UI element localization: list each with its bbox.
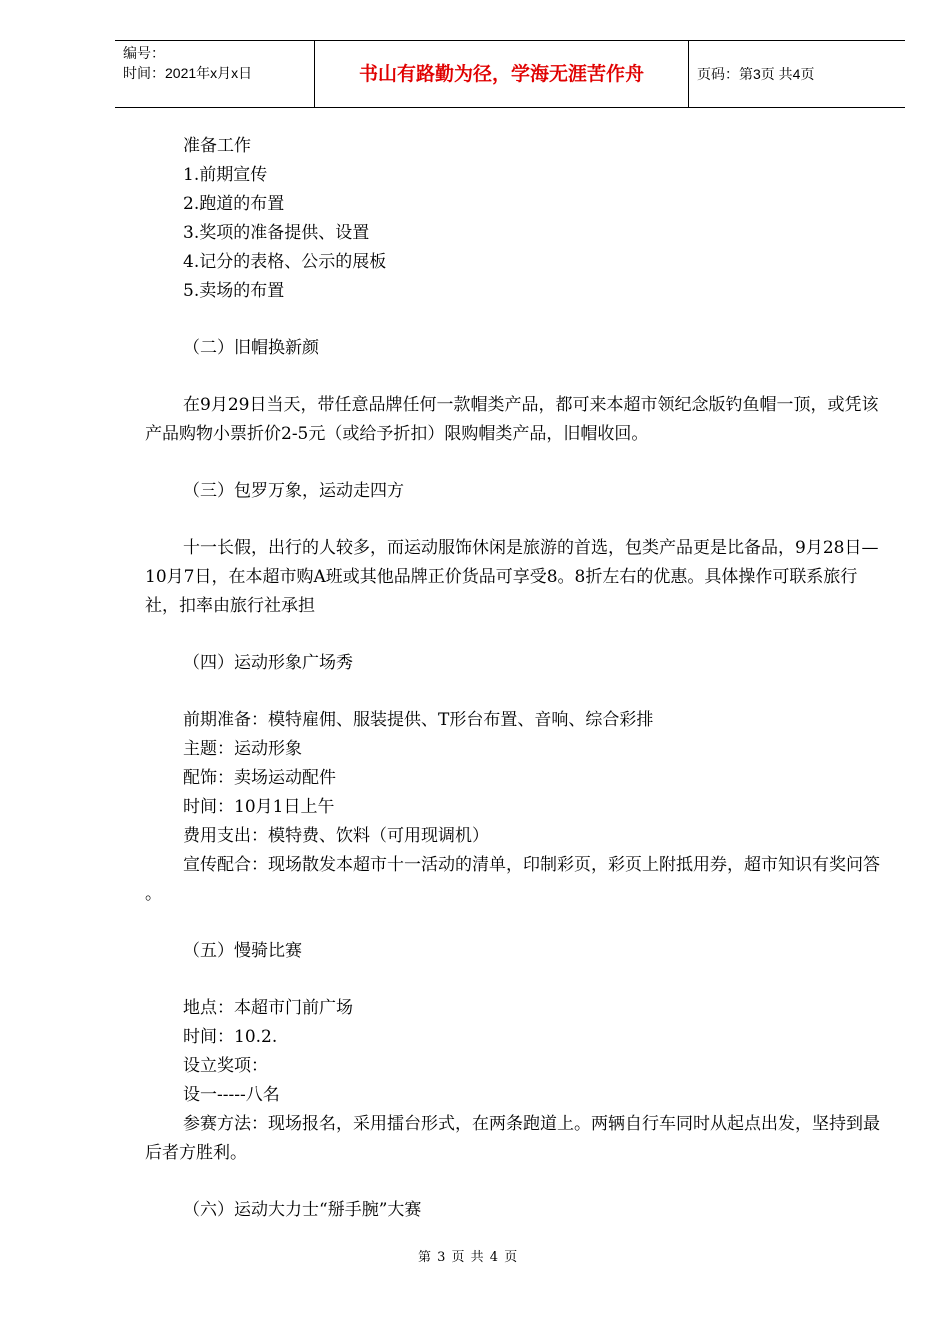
section-2-text: 在9月29日当天，带任意品牌任何一款帽类产品，都可来本超市领纪念版钓鱼帽一顶，或凭该产品购物小票折价2-5元（或给予折扣）限购帽类产品，旧帽收回。 [145, 395, 879, 444]
section-5-line: 时间：10.2. [183, 1027, 278, 1047]
section-5-line: 地点：本超市门前广场 [183, 998, 353, 1018]
prep-item: 2.跑道的布置 [183, 194, 285, 214]
section-4-line: 主题：运动形象 [183, 739, 302, 759]
section-4-line: 费用支出：模特费、饮料（可用现调机） [183, 826, 489, 846]
section-4-line: 前期准备：模特雇佣、服装提供、T形台布置、音响、综合彩排 [183, 710, 654, 730]
section-3-text: 十一长假，出行的人较多，而运动服饰休闲是旅游的首选，包类产品更是比备品，9月28日—10月7日，在本超市购A班或其他品牌正价货品可享受8。8折左右的优惠。具体操作可联系旅行社，扣率由旅行社承担 [145, 538, 879, 616]
header-motto: 书山有路勤为径，学海无涯苦作舟 [315, 41, 689, 107]
section-5-title: （五）慢骑比赛 [183, 941, 302, 961]
section-5-line: 设一-----八名 [183, 1085, 280, 1105]
page-footer: 第 3 页 共 4 页 [418, 1250, 519, 1265]
header-meta [115, 41, 315, 107]
document-body [145, 132, 890, 1225]
section-4-line: 时间：10月1日上午 [183, 797, 335, 817]
section-4-title: （四）运动形象广场秀 [183, 653, 353, 673]
prep-item: 5.卖场的布置 [183, 281, 285, 301]
page-header [115, 40, 905, 108]
section-6-title: （六）运动大力士“掰手腕”大赛 [183, 1200, 422, 1220]
section-2-title: （二）旧帽换新颜 [183, 338, 319, 358]
header-page-info: 页码：第3页 共4页 [697, 66, 815, 82]
section-3-title: （三）包罗万象，运动走四方 [183, 481, 404, 501]
prep-title: 准备工作 [183, 136, 251, 156]
section-4-promo: 宣传配合：现场散发本超市十一活动的清单，印制彩页，彩页上附抵用券，超市知识有奖问答 。 [145, 855, 880, 904]
section-4-line: 配饰：卖场运动配件 [183, 768, 336, 788]
prep-item: 4.记分的表格、公示的展板 [183, 252, 387, 272]
section-5-method: 参赛方法：现场报名，采用擂台形式，在两条跑道上。两辆自行车同时从起点出发，坚持到最后者方胜利。 [145, 1114, 880, 1163]
prep-item: 3.奖项的准备提供、设置 [183, 223, 370, 243]
document-time: 时间：2021年x月x日 [123, 65, 253, 81]
prep-item: 1.前期宣传 [183, 165, 268, 185]
document-number: 编号： [123, 45, 165, 61]
section-5-line: 设立奖项： [183, 1056, 268, 1076]
